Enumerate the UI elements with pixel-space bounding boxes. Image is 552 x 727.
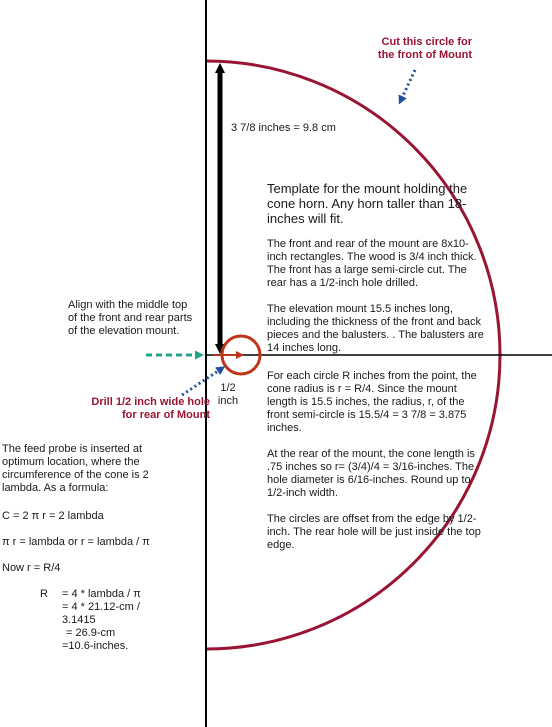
feed-calc-line: =10.6-inches. [62, 640, 129, 652]
dimension-label: 3 7/8 inches = 9.8 cm [231, 122, 336, 134]
template-paragraph: At the rear of the mount, the cone length is .75 inches so r= (3/4)/4 = 3/16-inches. The hole diameter is 6/16-inches. Round up to 1/2-inch width. [267, 448, 475, 499]
half-inch-label [217, 382, 239, 408]
feed-formula-radius: π r = lambda or r = lambda / π [2, 536, 150, 548]
cut-circle-label-line: Cut this circle for [381, 36, 472, 48]
feed-calc-label: R [40, 588, 48, 600]
drill-hole-label-line: for rear of Mount [122, 409, 210, 421]
feed-calc-line: = 4 * 21.12-cm / 3.1415 [62, 601, 140, 626]
feed-probe-notes [2, 443, 172, 653]
template-notes [267, 238, 485, 565]
half-inch-label-line: 1/2 [220, 382, 236, 394]
align-label: Align with the middle top of the front and rear parts of the elevation mount. [68, 299, 193, 337]
half-inch-label-line: inch [217, 395, 239, 407]
feed-formula-now: Now r = R/4 [2, 562, 61, 574]
template-paragraph: The circles are offset from the edge by 1/2-inch. The rear hole will be just inside the top edge. [267, 513, 481, 551]
feed-formula-circumference: C = 2 π r = 2 lambda [2, 510, 104, 522]
template-paragraph: The front and rear of the mount are 8x10-inch rectangles. The wood is 3/4 inch thick. The front has a large semi-circle cut. The rear has a 1/2-inch hole drilled. [267, 238, 477, 289]
cut-circle-label [340, 36, 472, 62]
feed-calc-line: = 26.9-cm [66, 627, 116, 639]
drill-hole-label-line: Drill 1/2 inch wide hole [91, 396, 210, 408]
drill-hole-label [40, 396, 210, 422]
template-paragraph: The elevation mount 15.5 inches long, including the thickness of the front and back pieces and the balusters. . The balusters are 14 inches long. [267, 303, 484, 354]
template-title: Template for the mount holding the cone horn. Any horn taller than 18-inches will fit. [267, 181, 468, 226]
cut-circle-pointer-arrow [401, 70, 415, 100]
template-paragraph: For each circle R inches from the point, the cone radius is r = R/4. Since the mount length is 15.5 inches, the radius, r, of the front semi-circle is 15.5/4 = 3 7/8 = 3.875 inches. [267, 370, 477, 434]
feed-calculation [40, 588, 172, 653]
feed-calc-line: = 4 * lambda / π [62, 588, 141, 600]
cut-circle-label-line: the front of Mount [377, 49, 472, 61]
feed-intro: The feed probe is inserted at optimum location, where the circumference of the cone is 2 lambda. As a formula: [2, 443, 149, 494]
drill-pointer-arrow [182, 369, 221, 395]
